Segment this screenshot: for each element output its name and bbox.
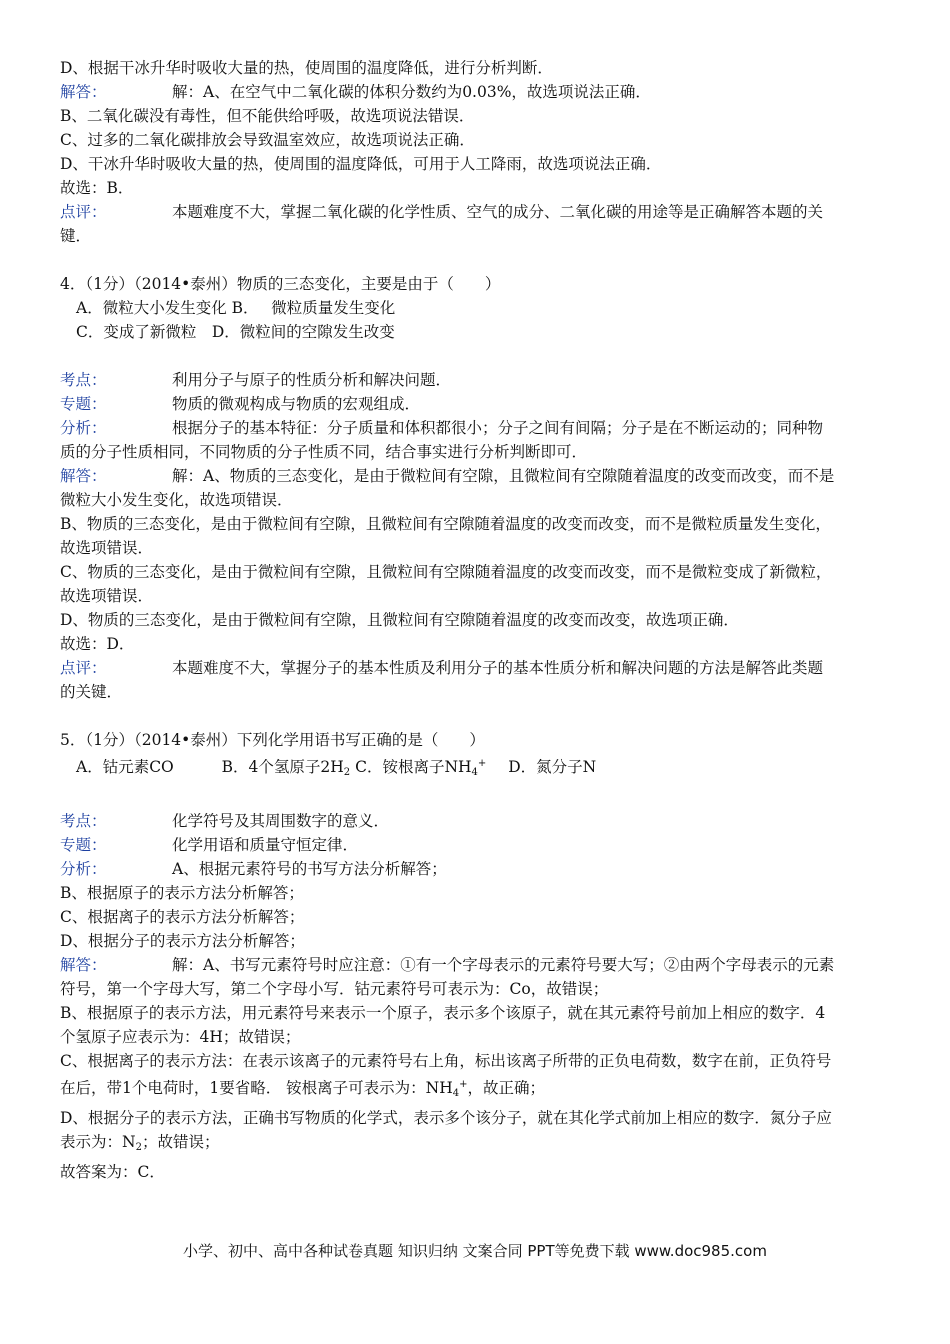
q5-option-c-text: C．铵根离子NH [355, 758, 472, 776]
point-label: 考点： [60, 812, 107, 830]
q5-stem: 5．（1分）（2014•泰州）下列化学用语书写正确的是（ ） [60, 731, 485, 749]
analysis-label: 分析： [60, 419, 107, 437]
q4-answer-c-1: C、物质的三态变化，是由于微粒间有空隙，且微粒间有空隙随着温度的改变而改变，而不是微粒变成了新微粒， [60, 563, 832, 581]
q4-options-1: A．微粒大小发生变化 B． 微粒质量发生变化 [76, 299, 396, 317]
q5-answer-c-2-subscript: 4 [452, 1088, 460, 1099]
q4-point-line [60, 368, 890, 392]
q5-analysis-c: C、根据离子的表示方法分析解答； [60, 908, 305, 926]
q4-comment-line [60, 656, 890, 680]
q5-option-c-subscript: 4 [471, 767, 478, 778]
q5-choice: 故答案为：C． [60, 1163, 165, 1181]
q5-answer-c-2 [60, 1073, 890, 1106]
q4-options-2: C．变成了新微粒 D．微粒间的空隙发生改变 [76, 323, 395, 341]
q5-option-b [222, 758, 351, 776]
q4-answer-c-2: 故选项错误． [60, 587, 154, 605]
spacer [60, 704, 890, 728]
q4-analysis-line [60, 416, 890, 440]
q5-option-a: A．钴元素CO [76, 758, 174, 776]
q4-answer-a-2: 微粒大小发生变化，故选项错误． [60, 491, 293, 509]
q4-answer-b-1: B、物质的三态变化，是由于微粒间有空隙，且微粒间有空隙随着温度的改变而改变，而不是微粒质量发生变化， [60, 515, 831, 533]
q5-answer-c-2-superscript: + [459, 1079, 468, 1090]
q5-analysis-d: D、根据分子的表示方法分析解答； [60, 932, 305, 950]
q4-answer-d: D、物质的三态变化，是由于微粒间有空隙，且微粒间有空隙随着温度的改变而改变，故选项正确． [60, 611, 739, 629]
q3-answer-c: C、过多的二氧化碳排放会导致温室效应，故选项说法正确． [60, 131, 475, 149]
spacer [60, 248, 890, 272]
q5-answer-d-2-text: 表示为：N [60, 1133, 136, 1151]
q5-answer-d-2-end: ；故错误； [141, 1133, 220, 1151]
q3-answer-b: B、二氧化碳没有毒性，但不能供给呼吸，故选项说法错误． [60, 107, 475, 125]
answer-label: 解答： [60, 467, 107, 485]
q5-answer-line [60, 953, 890, 977]
q3-choice: 故选：B． [60, 179, 134, 197]
q5-point-line [60, 809, 890, 833]
q3-comment-1: 本题难度不大，掌握二氧化碳的化学性质、空气的成分、二氧化碳的用途等是正确解答本题的关 [172, 203, 824, 221]
q3-comment-line [60, 200, 890, 224]
q4-answer-a-1: 解：A、物质的三态变化，是由于微粒间有空隙，且微粒间有空隙随着温度的改变而改变，而不是 [172, 467, 835, 485]
q4-comment-2: 的关键． [60, 683, 123, 701]
point-label: 考点： [60, 371, 107, 389]
topic-label: 专题： [60, 395, 107, 413]
q5-option-c-superscript: + [477, 758, 487, 769]
q5-option-b-subscript: 2 [343, 767, 351, 778]
q3-answer-a-line [60, 80, 890, 104]
q3-analysis-d: D、根据干冰升华时吸收大量的热，使周围的温度降低，进行分析判断． [60, 59, 553, 77]
q4-analysis-1: 根据分子的基本特征：分子质量和体积都很小；分子之间有间隔；分子是在不断运动的；同种物 [172, 419, 824, 437]
analysis-label: 分析： [60, 860, 107, 878]
q4-answer-b-2: 故选项错误． [60, 539, 154, 557]
q4-topic-line [60, 392, 890, 416]
comment-label: 点评： [60, 203, 107, 221]
q5-point: 化学符号及其周围数字的意义． [172, 812, 390, 830]
q5-option-d: D．氮分子N [508, 758, 597, 776]
q4-point: 利用分子与原子的性质分析和解决问题． [172, 371, 452, 389]
q5-answer-a-2: 符号，第一个字母大写，第二个字母小写．钴元素符号可表示为：Co，故错误； [60, 980, 609, 998]
q5-answer-b-2: 个氢原子应表示为：4H；故错误； [60, 1028, 301, 1046]
q5-answer-c-2-end: ，故正确； [467, 1079, 546, 1097]
q3-answer-d: D、干冰升华时吸收大量的热，使周围的温度降低，可用于人工降雨，故选项说法正确． [60, 155, 662, 173]
q3-answer-a: 解：A、在空气中二氧化碳的体积分数约为0.03%，故选项说法正确． [172, 83, 651, 101]
answer-label: 解答： [60, 956, 107, 974]
q3-comment-2: 键． [60, 227, 92, 245]
q4-analysis-2: 质的分子性质相同，不同物质的分子性质不同，结合事实进行分析判断即可． [60, 443, 588, 461]
spacer [60, 785, 890, 809]
q5-topic: 化学用语和质量守恒定律． [172, 836, 359, 854]
q4-answer-line [60, 464, 890, 488]
topic-label: 专题： [60, 836, 107, 854]
q5-answer-d-1: D、根据分子的表示方法，正确书写物质的化学式，表示多个该分子，就在其化学式前加上相应的数字．氮分子应 [60, 1109, 832, 1127]
q4-choice: 故选：D． [60, 635, 135, 653]
q5-option-c [355, 758, 486, 776]
q5-option-b-text: B．4个氢原子2H [221, 758, 344, 776]
q4-topic: 物质的微观构成与物质的宏观组成． [172, 395, 421, 413]
comment-label: 点评： [60, 659, 107, 677]
q4-stem: 4．（1分）（2014•泰州）物质的三态变化，主要是由于（ ） [60, 275, 501, 293]
q5-answer-d-2 [60, 1130, 890, 1160]
q5-analysis-line [60, 857, 890, 881]
q5-analysis-b: B、根据原子的表示方法分析解答； [60, 884, 304, 902]
q5-answer-c-1: C、根据离子的表示方法：在表示该离子的元素符号右上角，标出该离子所带的正负电荷数，数字在前，正负符号 [60, 1052, 832, 1070]
q5-answer-b-1: B、根据原子的表示方法，用元素符号来表示一个原子，表示多个该原子，就在其元素符号前加上相应的数字．4 [60, 1004, 826, 1022]
page-footer: 小学、初中、高中各种试卷真题 知识归纳 文案合同 PPT等免费下载 www.doc985.com [183, 1242, 767, 1260]
q5-topic-line [60, 833, 890, 857]
q5-answer-c-2-text: 在后，带1个电荷时，1要省略． 铵根离子可表示为：NH [60, 1079, 453, 1097]
document-page [60, 56, 890, 1184]
q5-answer-d-2-subscript: 2 [135, 1142, 142, 1153]
spacer [60, 344, 890, 368]
q5-analysis-a: A、根据元素符号的书写方法分析解答； [172, 860, 447, 878]
q5-answer-a-1: 解：A、书写元素符号时应注意：①有一个字母表示的元素符号要大写；②由两个字母表示的元素 [172, 956, 835, 974]
answer-label: 解答： [60, 83, 107, 101]
q5-options [60, 752, 890, 785]
q4-comment-1: 本题难度不大，掌握分子的基本性质及利用分子的基本性质分析和解决问题的方法是解答此类题 [172, 659, 824, 677]
